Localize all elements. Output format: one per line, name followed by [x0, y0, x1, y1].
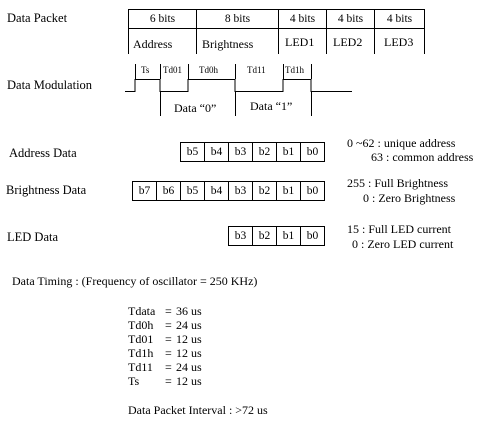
- address-title: Address Data: [9, 146, 77, 160]
- address-bit: b4: [204, 142, 229, 162]
- led-bit: b0: [300, 226, 325, 246]
- seg-td01-label: Td01: [163, 65, 182, 75]
- packet-title: Data Packet: [7, 11, 68, 25]
- packet-name-dividers: [129, 28, 425, 54]
- timing-eq: =: [165, 318, 172, 332]
- seg-td1h-label: Td1h: [285, 65, 304, 75]
- timing-title: Data Timing : (Frequency of oscillator = 250 KHz): [12, 274, 258, 288]
- address-bit: b1: [276, 142, 301, 162]
- timing-value: 12 us: [176, 374, 202, 388]
- packet-field-address: Address: [133, 37, 173, 51]
- data0-label: Data “0”: [174, 101, 217, 115]
- address-note-unique: 0 ~62 : unique address: [347, 136, 456, 150]
- timing-eq: =: [165, 374, 172, 388]
- packet-field-led3: LED3: [384, 35, 414, 49]
- address-bit: b0: [300, 142, 325, 162]
- timing-name: Td11: [128, 360, 153, 374]
- modulation-title: Data Modulation: [7, 78, 93, 92]
- timing-name: Ts: [128, 374, 140, 388]
- brightness-bit: b4: [204, 181, 229, 201]
- brightness-bit: b0: [300, 181, 325, 201]
- brightness-bit: b2: [252, 181, 277, 201]
- address-bit: b5: [180, 142, 205, 162]
- timing-eq: =: [165, 346, 172, 360]
- timing-value: 36 us: [176, 304, 202, 318]
- seg-td0h-label: Td0h: [199, 65, 218, 75]
- brightness-bit: b3: [228, 181, 253, 201]
- packet-bits-address: 6 bits: [128, 9, 197, 29]
- packet-field-brightness: Brightness: [202, 37, 254, 51]
- timing-value: 12 us: [176, 346, 202, 360]
- timing-eq: =: [165, 360, 172, 374]
- address-bit: b2: [252, 142, 277, 162]
- led-bit: b3: [228, 226, 253, 246]
- brightness-note-zero: 0 : Zero Brightness: [363, 191, 456, 205]
- brightness-bit: b7: [132, 181, 157, 201]
- modulation-waveform: [125, 80, 352, 92]
- timing-name: Td1h: [128, 346, 154, 360]
- packet-bits-led1: 4 bits: [278, 9, 327, 29]
- address-bit: b3: [228, 142, 253, 162]
- led-bit: b1: [276, 226, 301, 246]
- packet-interval: Data Packet Interval : >72 us: [128, 403, 268, 417]
- timing-eq: =: [165, 304, 172, 318]
- led-note-full: 15 : Full LED current: [347, 222, 451, 236]
- brightness-bit: b1: [276, 181, 301, 201]
- packet-field-led2: LED2: [333, 35, 363, 49]
- timing-value: 24 us: [176, 360, 202, 374]
- brightness-note-full: 255 : Full Brightness: [347, 176, 449, 190]
- brightness-bit: b6: [156, 181, 181, 201]
- timing-name: Td0h: [128, 318, 154, 332]
- packet-field-led1: LED1: [285, 35, 315, 49]
- timing-name: Td01: [128, 332, 154, 346]
- led-bit: b2: [252, 226, 277, 246]
- timing-value: 12 us: [176, 332, 202, 346]
- address-note-common: 63 : common address: [371, 150, 474, 164]
- led-title: LED Data: [7, 230, 59, 244]
- timing-value: 24 us: [176, 318, 202, 332]
- timing-name: Tdata: [128, 304, 156, 318]
- packet-bits-led3: 4 bits: [374, 9, 425, 29]
- timing-eq: =: [165, 332, 172, 346]
- data1-label: Data “1”: [250, 99, 293, 113]
- seg-ts-label: Ts: [141, 65, 150, 75]
- packet-bits-brightness: 8 bits: [196, 9, 279, 29]
- led-note-zero: 0 : Zero LED current: [352, 237, 454, 251]
- brightness-title: Brightness Data: [6, 183, 87, 197]
- seg-td11-label: Td11: [247, 65, 266, 75]
- packet-bits-led2: 4 bits: [326, 9, 375, 29]
- brightness-bit: b5: [180, 181, 205, 201]
